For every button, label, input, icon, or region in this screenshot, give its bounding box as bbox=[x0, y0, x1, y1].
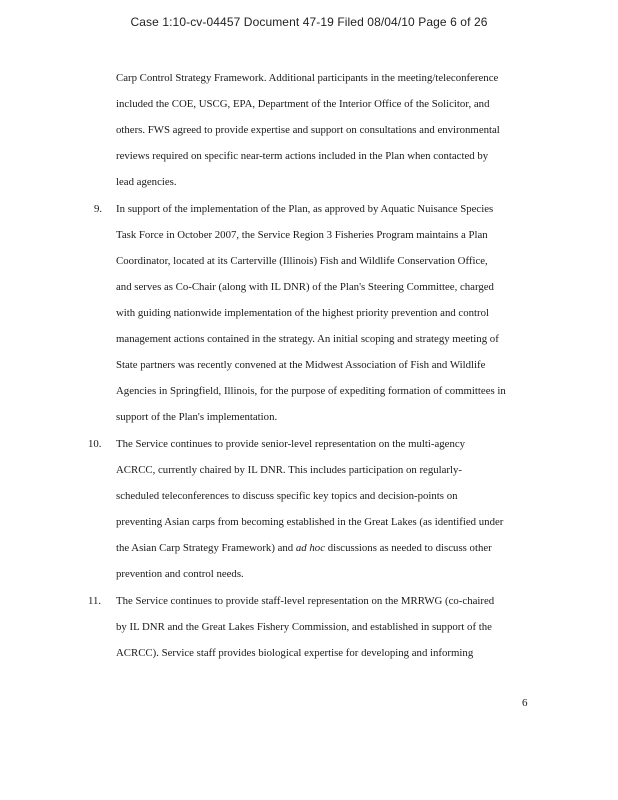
text-line: others. FWS agreed to provide expertise and support on consultations and environmental bbox=[116, 124, 500, 136]
text-line: with guiding nationwide implementation of the highest priority prevention and control bbox=[116, 307, 490, 319]
text-line: prevention and control needs. bbox=[116, 568, 244, 580]
text-line-mixed bbox=[116, 541, 492, 555]
text-line: reviews required on specific near-term actions included in the Plan when contacted by bbox=[116, 150, 489, 162]
text-line: scheduled teleconferences to discuss specific key topics and decision-points on bbox=[116, 490, 458, 502]
text-line: Task Force in October 2007, the Service Region 3 Fisheries Program maintains a Plan bbox=[116, 229, 488, 241]
text-line: preventing Asian carps from becoming established in the Great Lakes (as identified under bbox=[116, 516, 504, 528]
text-line: The Service continues to provide senior-level representation on the multi-agency bbox=[116, 438, 466, 450]
text-line: ACRCC). Service staff provides biological expertise for developing and informing bbox=[116, 647, 474, 659]
case-header: Case 1:10-cv-04457 Document 47-19 Filed 08/04/10 Page 6 of 26 bbox=[130, 15, 488, 29]
text-line: Agencies in Springfield, Illinois, for the purpose of expediting formation of committees in bbox=[116, 385, 506, 397]
text-line: management actions contained in the strategy. An initial scoping and strategy meeting of bbox=[116, 333, 499, 345]
item-number-10: 10. bbox=[88, 438, 102, 450]
text-line: Carp Control Strategy Framework. Additional participants in the meeting/teleconference bbox=[116, 72, 499, 84]
text-line: State partners was recently convened at the Midwest Association of Fish and Wildlife bbox=[116, 359, 486, 371]
page-number: 6 bbox=[522, 697, 528, 709]
text-line: In support of the implementation of the Plan, as approved by Aquatic Nuisance Species bbox=[116, 203, 494, 215]
text-segment: the Asian Carp Strategy Framework) and bbox=[116, 542, 296, 554]
item-number-11: 11. bbox=[88, 595, 102, 607]
text-line: and serves as Co-Chair (along with IL DNR) of the Plan's Steering Committee, charged bbox=[116, 281, 494, 293]
text-segment: discussions as needed to discuss other bbox=[325, 542, 492, 554]
text-line: by IL DNR and the Great Lakes Fishery Commission, and established in support of the bbox=[116, 621, 492, 633]
text-line: support of the Plan's implementation. bbox=[116, 411, 278, 423]
item-number-9: 9. bbox=[94, 203, 103, 215]
text-line: lead agencies. bbox=[116, 176, 177, 188]
text-line: The Service continues to provide staff-level representation on the MRRWG (co-chaired bbox=[116, 595, 495, 607]
text-line: Coordinator, located at its Carterville (Illinois) Fish and Wildlife Conservation Office, bbox=[116, 255, 488, 267]
text-line: ACRCC, currently chaired by IL DNR. This includes participation on regularly- bbox=[116, 464, 463, 476]
italic-phrase: ad hoc bbox=[295, 542, 325, 554]
text-line: included the COE, USCG, EPA, Department of the Interior Office of the Solicitor, and bbox=[116, 98, 490, 110]
